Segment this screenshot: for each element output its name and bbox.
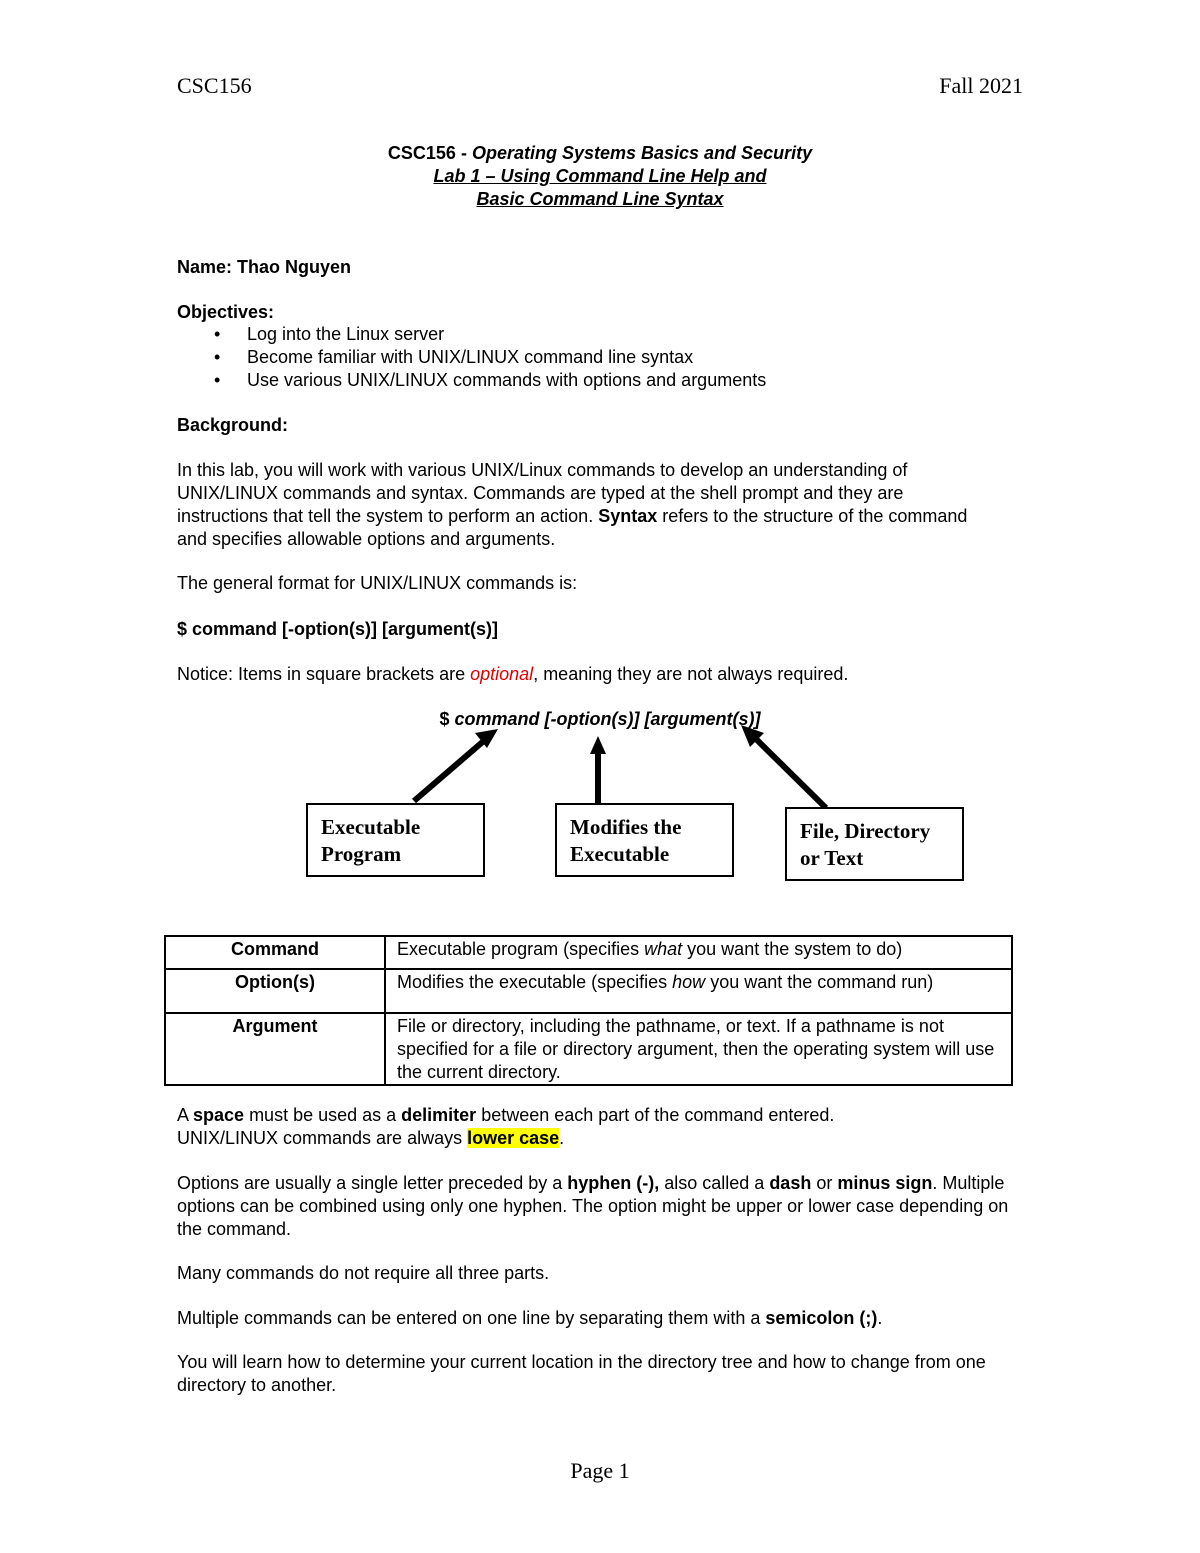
table-key: Option(s) [165, 969, 385, 1013]
parts-note: Many commands do not require all three parts. [177, 1263, 550, 1283]
general-format-text: The general format for UNIX/LINUX commands is: [177, 573, 578, 593]
notice-text: Notice: Items in square brackets are optional, meaning they are not always required. [177, 664, 849, 684]
arrow-executable [414, 739, 486, 801]
table-key: Command [165, 936, 385, 969]
learn-note: You will learn how to determine your current location in the directory tree and how to change from one directory to another. [177, 1352, 986, 1395]
title-line-3: Basic Command Line Syntax [476, 189, 724, 209]
table-value: Executable program (specifies what you want the system to do) [385, 936, 1012, 969]
diagram-syntax: $ command [-option(s)] [argument(s)] [439, 709, 761, 729]
bullet-icon: • [214, 347, 221, 367]
space-note: A space must be used as a delimiter between each part of the command entered. [177, 1105, 835, 1125]
header-term: Fall 2021 [939, 73, 1023, 98]
objective-item: • Log into the Linux server [214, 324, 445, 344]
table-key: Argument [165, 1013, 385, 1085]
optional-word: optional [470, 664, 534, 684]
semicolon-note: Multiple commands can be entered on one line by separating them with a semicolon (;). [177, 1308, 883, 1328]
bullet-icon: • [214, 324, 221, 344]
background-heading: Background: [177, 415, 289, 435]
header-course: CSC156 [177, 73, 252, 98]
background-paragraph: In this lab, you will work with various UNIX/Linux commands to develop an understanding of UNIX/LINUX commands and syntax. Commands are typed at the shell prompt and they are instructions that tell the system to perform an action. Syntax refers to the structure of the command and specifies allowable options and arguments. [177, 460, 968, 549]
label-box-executable: Executable Program [306, 803, 485, 877]
table-row [165, 1013, 1012, 1085]
label-box-file: File, Directory or Text [785, 807, 964, 881]
title-line-2: Lab 1 – Using Command Line Help and [433, 166, 767, 186]
options-note: Options are usually a single letter preceded by a hyphen (-), also called a dash or minus sign. Multiple options can be combined using only one hyphen. The option might be upper or lower case depending on the command. [177, 1173, 1009, 1239]
table-value: File or directory, including the pathname, or text. If a pathname is not specified for a file or directory argument, then the operating system will use the current directory. [385, 1013, 1012, 1085]
lowercase-note: UNIX/LINUX commands are always lower case. [177, 1128, 565, 1148]
arrowhead-icon [590, 736, 606, 754]
objective-item: • Use various UNIX/LINUX commands with options and arguments [214, 370, 767, 390]
arrow-file [755, 738, 826, 808]
student-name: Name: Thao Nguyen [177, 257, 352, 277]
bullet-icon: • [214, 370, 221, 390]
course-code: CSC156 - [387, 143, 472, 163]
syntax-term: Syntax [598, 506, 658, 526]
command-syntax: $ command [-option(s)] [argument(s)] [177, 619, 498, 639]
table-row [165, 969, 1012, 1013]
table-value: Modifies the executable (specifies how you want the command run) [385, 969, 1012, 1013]
page-number: Page 1 [570, 1458, 630, 1483]
objective-item: • Become familiar with UNIX/LINUX command line syntax [214, 347, 694, 367]
objectives-heading: Objectives: [177, 302, 275, 322]
label-box-modifies: Modifies the Executable [555, 803, 734, 877]
lower-case-highlight: lower case [467, 1128, 560, 1148]
course-name: Operating Systems Basics and Security [471, 143, 813, 163]
command-parts-table [164, 935, 1013, 1086]
table-row [165, 936, 1012, 969]
